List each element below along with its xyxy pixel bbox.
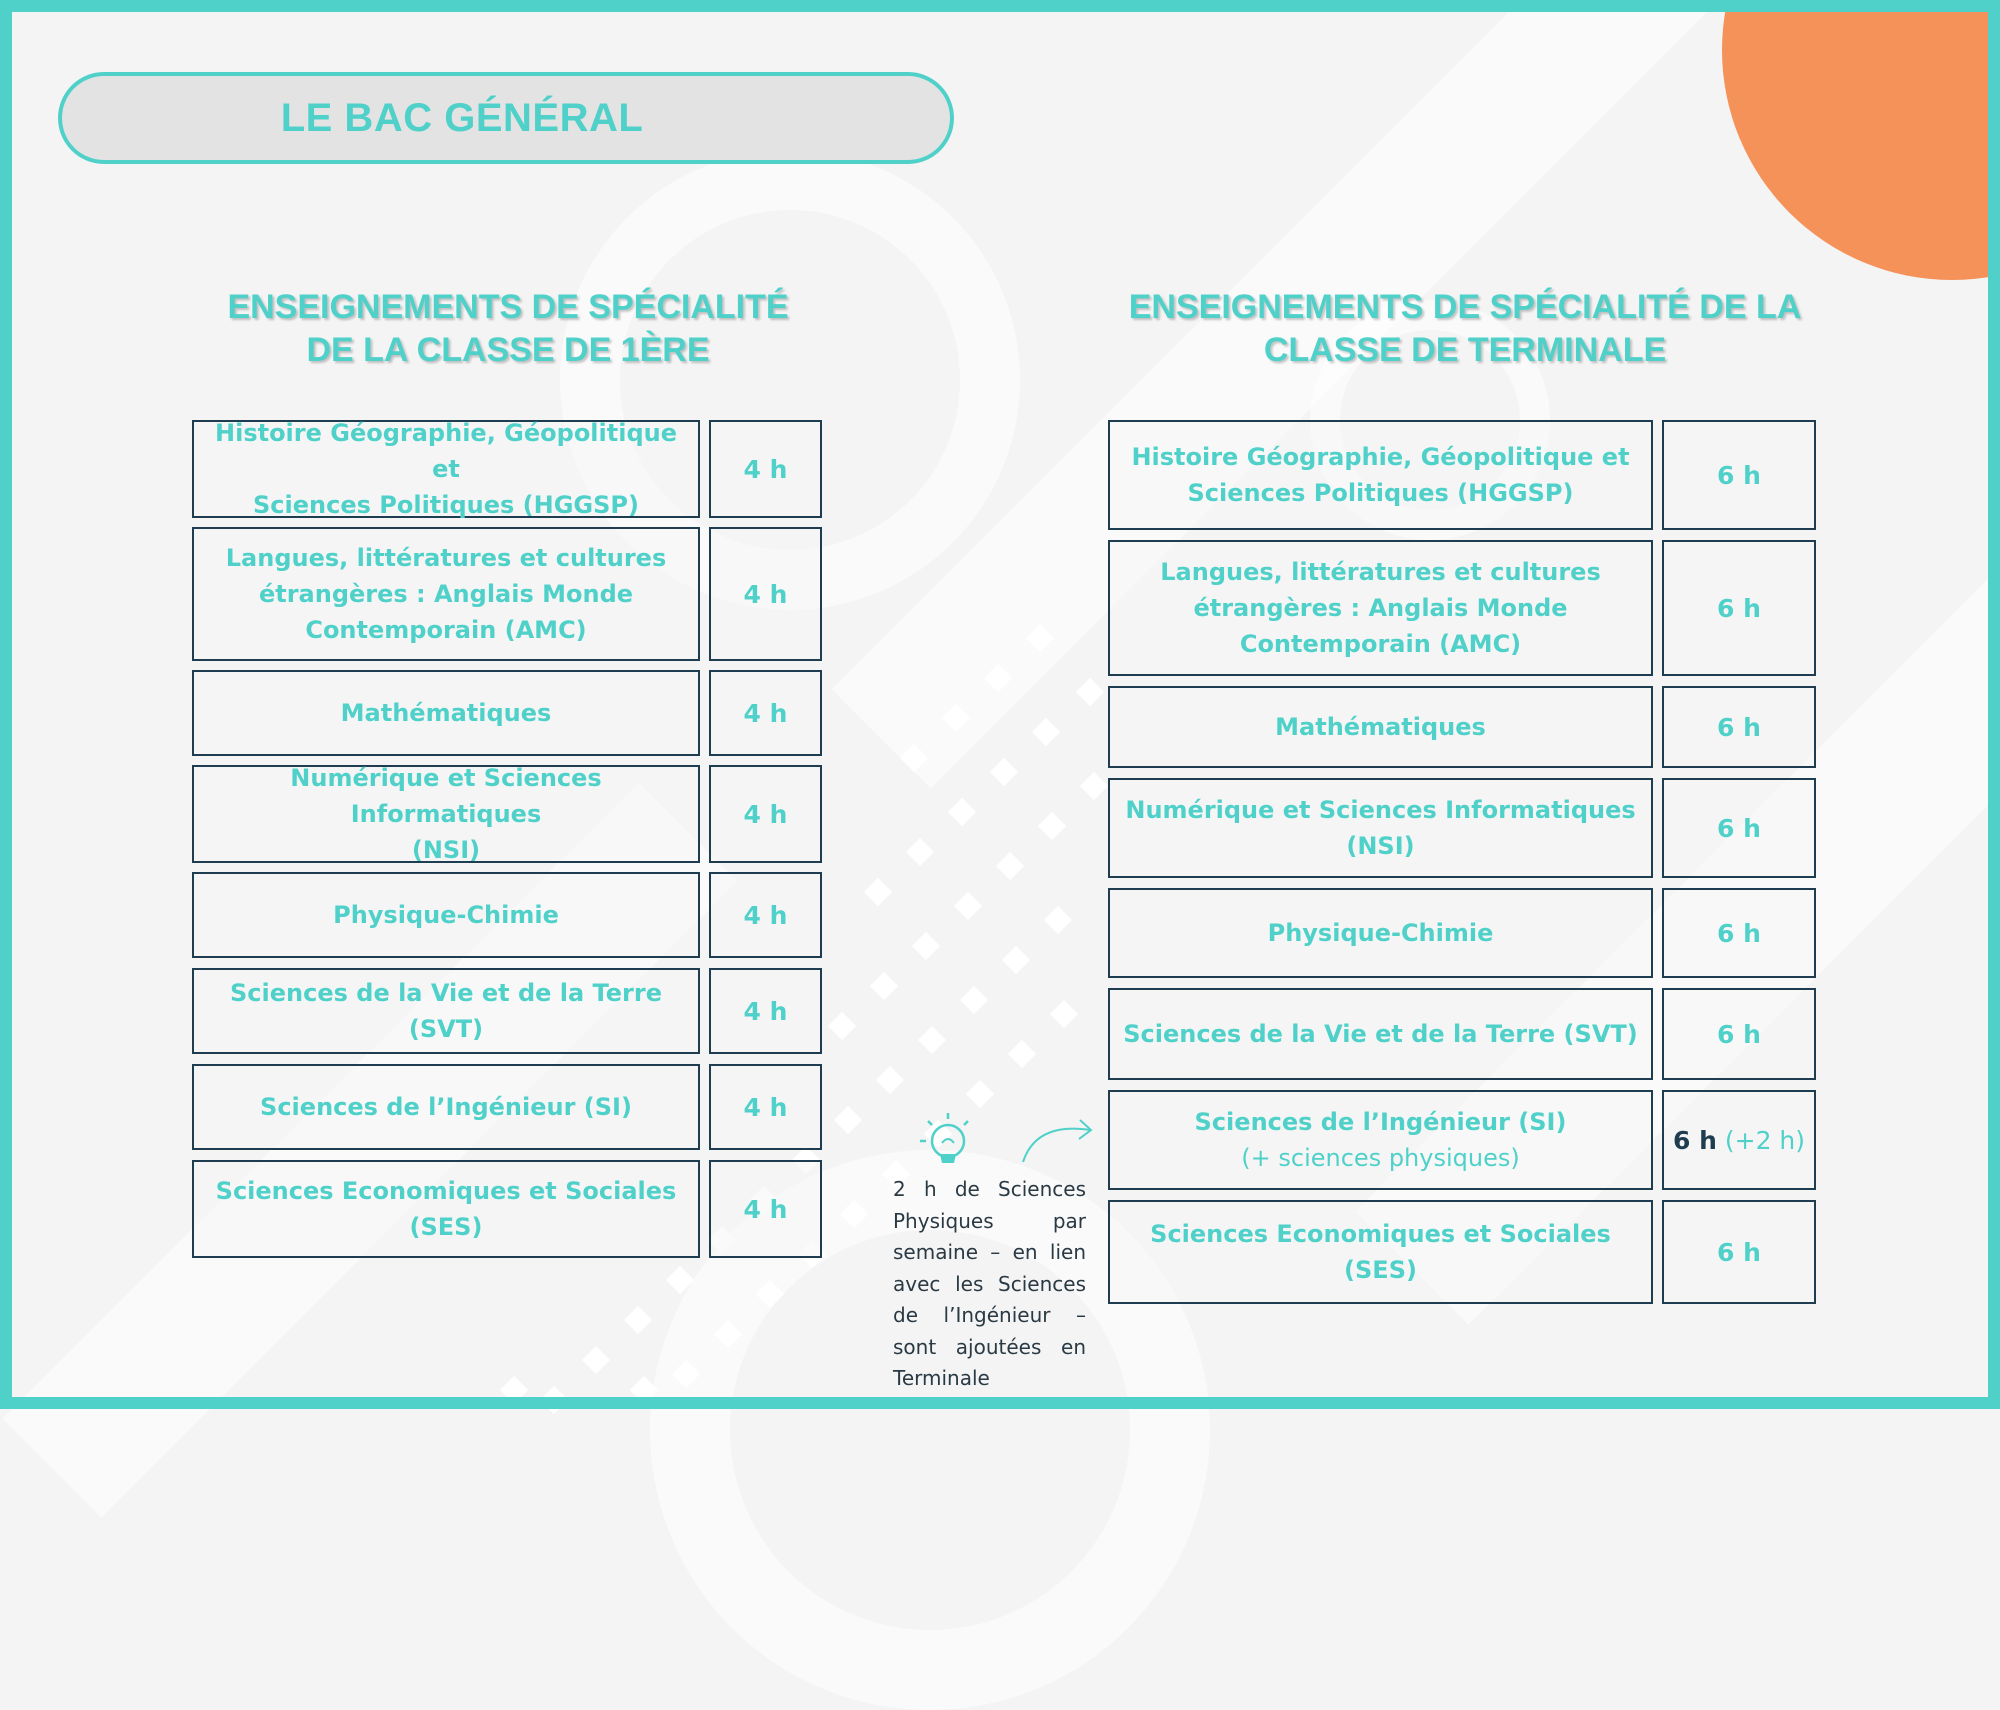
diamond-decoration — [954, 892, 982, 920]
diamond-decoration — [918, 1026, 946, 1054]
terminale-heading-line1: ENSEIGNEMENTS DE SPÉCIALITÉ DE LA — [1128, 288, 1802, 326]
subject-line: Numérique et Sciences Informatiques — [1125, 796, 1636, 824]
terminale-subject-physique-chimie — [1108, 888, 1653, 978]
hours-extra: (+2 h) — [1724, 1125, 1806, 1155]
subject-line: (NSI) — [411, 836, 481, 864]
terminale-subject-si — [1108, 1090, 1653, 1190]
diamond-decoration — [828, 1012, 856, 1040]
subject-line: Contemporain (AMC) — [305, 616, 587, 644]
diamond-decoration — [870, 972, 898, 1000]
subject-line: (NSI) — [1346, 832, 1415, 860]
diamond-decoration — [500, 1376, 528, 1404]
terminale-subject-hggsp — [1108, 420, 1653, 530]
diamond-decoration — [876, 1066, 904, 1094]
subject-line: Sciences Economiques et Sociales (SES) — [1150, 1220, 1611, 1284]
premiere-hours-ses: 4 h — [709, 1160, 822, 1258]
subject-line: Numérique et Sciences Informatiques — [290, 764, 602, 828]
premiere-subject-hggsp — [192, 420, 700, 518]
diamond-decoration — [990, 758, 1018, 786]
premiere-hours-svt: 4 h — [709, 968, 822, 1054]
diamond-decoration — [864, 878, 892, 906]
terminale-hours-physique-chimie: 6 h — [1662, 888, 1816, 978]
diamond-decoration — [1076, 678, 1104, 706]
terminale-hours-si — [1662, 1090, 1816, 1190]
subject-line: Sciences Politiques (HGGSP) — [1187, 479, 1574, 507]
subject-line: Physique-Chimie — [333, 901, 559, 929]
terminale-hours-ses: 6 h — [1662, 1200, 1816, 1304]
premiere-heading — [158, 286, 858, 372]
diamond-decoration — [1008, 1040, 1036, 1068]
subject-line: Sciences de l’Ingénieur (SI) — [1194, 1108, 1567, 1136]
diamond-decoration — [834, 1106, 862, 1134]
diamond-decoration — [960, 986, 988, 1014]
subject-line: (SES) — [409, 1213, 483, 1241]
subject-line: Sciences de la Vie et de la Terre (SVT) — [230, 979, 662, 1043]
premiere-hours-hggsp: 4 h — [709, 420, 822, 518]
premiere-subject-ses — [192, 1160, 700, 1258]
terminale-hours-svt: 6 h — [1662, 988, 1816, 1080]
terminale-hours-nsi: 6 h — [1662, 778, 1816, 878]
terminale-subject-ses — [1108, 1200, 1653, 1304]
orange-circle-decoration — [1722, 0, 2000, 280]
premiere-subject-svt — [192, 968, 700, 1054]
diamond-decoration — [966, 1080, 994, 1108]
premiere-subject-nsi — [192, 765, 700, 863]
premiere-hours-maths: 4 h — [709, 670, 822, 756]
premiere-hours-physique-chimie: 4 h — [709, 872, 822, 958]
terminale-hours-amc: 6 h — [1662, 540, 1816, 676]
terminale-subject-amc — [1108, 540, 1653, 676]
diamond-decoration — [912, 932, 940, 960]
diamond-decoration — [1002, 946, 1030, 974]
premiere-heading-line1: ENSEIGNEMENTS DE SPÉCIALITÉ — [227, 288, 789, 326]
diamond-decoration — [1080, 772, 1108, 800]
page-title-text: LE BAC GÉNÉRAL — [280, 95, 644, 140]
subject-line: Histoire Géographie, Géopolitique et — [215, 419, 677, 483]
diamond-decoration — [1038, 812, 1066, 840]
subject-line: Sciences de la Vie et de la Terre (SVT) — [1123, 1020, 1638, 1048]
subject-line: Langues, littératures et cultures — [225, 544, 667, 572]
premiere-subject-maths — [192, 670, 700, 756]
subject-line: Sciences Economiques et Sociales — [215, 1177, 677, 1205]
subject-note: (+ sciences physiques) — [1241, 1144, 1520, 1172]
diamond-decoration — [1032, 718, 1060, 746]
premiere-hours-si: 4 h — [709, 1064, 822, 1150]
terminale-hours-hggsp: 6 h — [1662, 420, 1816, 530]
terminale-subject-maths — [1108, 686, 1653, 768]
diamond-decoration — [1044, 906, 1072, 934]
diamond-decoration — [948, 798, 976, 826]
terminale-subject-svt — [1108, 988, 1653, 1080]
page-title — [58, 72, 954, 164]
premiere-heading-line2: DE LA CLASSE DE 1ÈRE — [306, 331, 710, 369]
subject-line: Histoire Géographie, Géopolitique et — [1131, 443, 1630, 471]
diamond-decoration — [1050, 1000, 1078, 1028]
premiere-subject-amc — [192, 527, 700, 661]
subject-line: Langues, littératures et cultures — [1160, 558, 1601, 586]
diamond-decoration — [996, 852, 1024, 880]
terminale-subject-nsi — [1108, 778, 1653, 878]
subject-line: étrangères : Anglais Monde — [258, 580, 634, 608]
terminale-heading-line2: CLASSE DE TERMINALE — [1263, 331, 1667, 369]
diamond-decoration — [624, 1306, 652, 1334]
terminale-hours-maths: 6 h — [1662, 686, 1816, 768]
subject-line: étrangères : Anglais Monde — [1193, 594, 1568, 622]
subject-line: Mathématiques — [1275, 713, 1486, 741]
diamond-decoration — [582, 1346, 610, 1374]
premiere-subject-si — [192, 1064, 700, 1150]
premiere-subject-physique-chimie — [192, 872, 700, 958]
side-note: 2 h de Sciences Physiques par semaine – en lien avec les Sciences de l’Ingénieur – sont ajoutées en Terminale — [893, 1177, 1086, 1390]
subject-line: Sciences Politiques (HGGSP) — [253, 491, 639, 519]
subject-line: Mathématiques — [340, 699, 552, 727]
subject-line: Sciences de l’Ingénieur (SI) — [260, 1093, 632, 1121]
lightbulb-icon — [910, 1105, 980, 1179]
subject-line: Contemporain (AMC) — [1239, 630, 1522, 658]
hours-value: 6 h — [1672, 1125, 1717, 1155]
curved-arrow-icon — [1018, 1112, 1098, 1171]
diamond-decoration — [906, 838, 934, 866]
premiere-hours-amc: 4 h — [709, 527, 822, 661]
premiere-hours-nsi: 4 h — [709, 765, 822, 863]
diamond-decoration — [540, 1386, 568, 1414]
terminale-heading — [1075, 286, 1855, 372]
subject-line: Physique-Chimie — [1267, 919, 1494, 947]
